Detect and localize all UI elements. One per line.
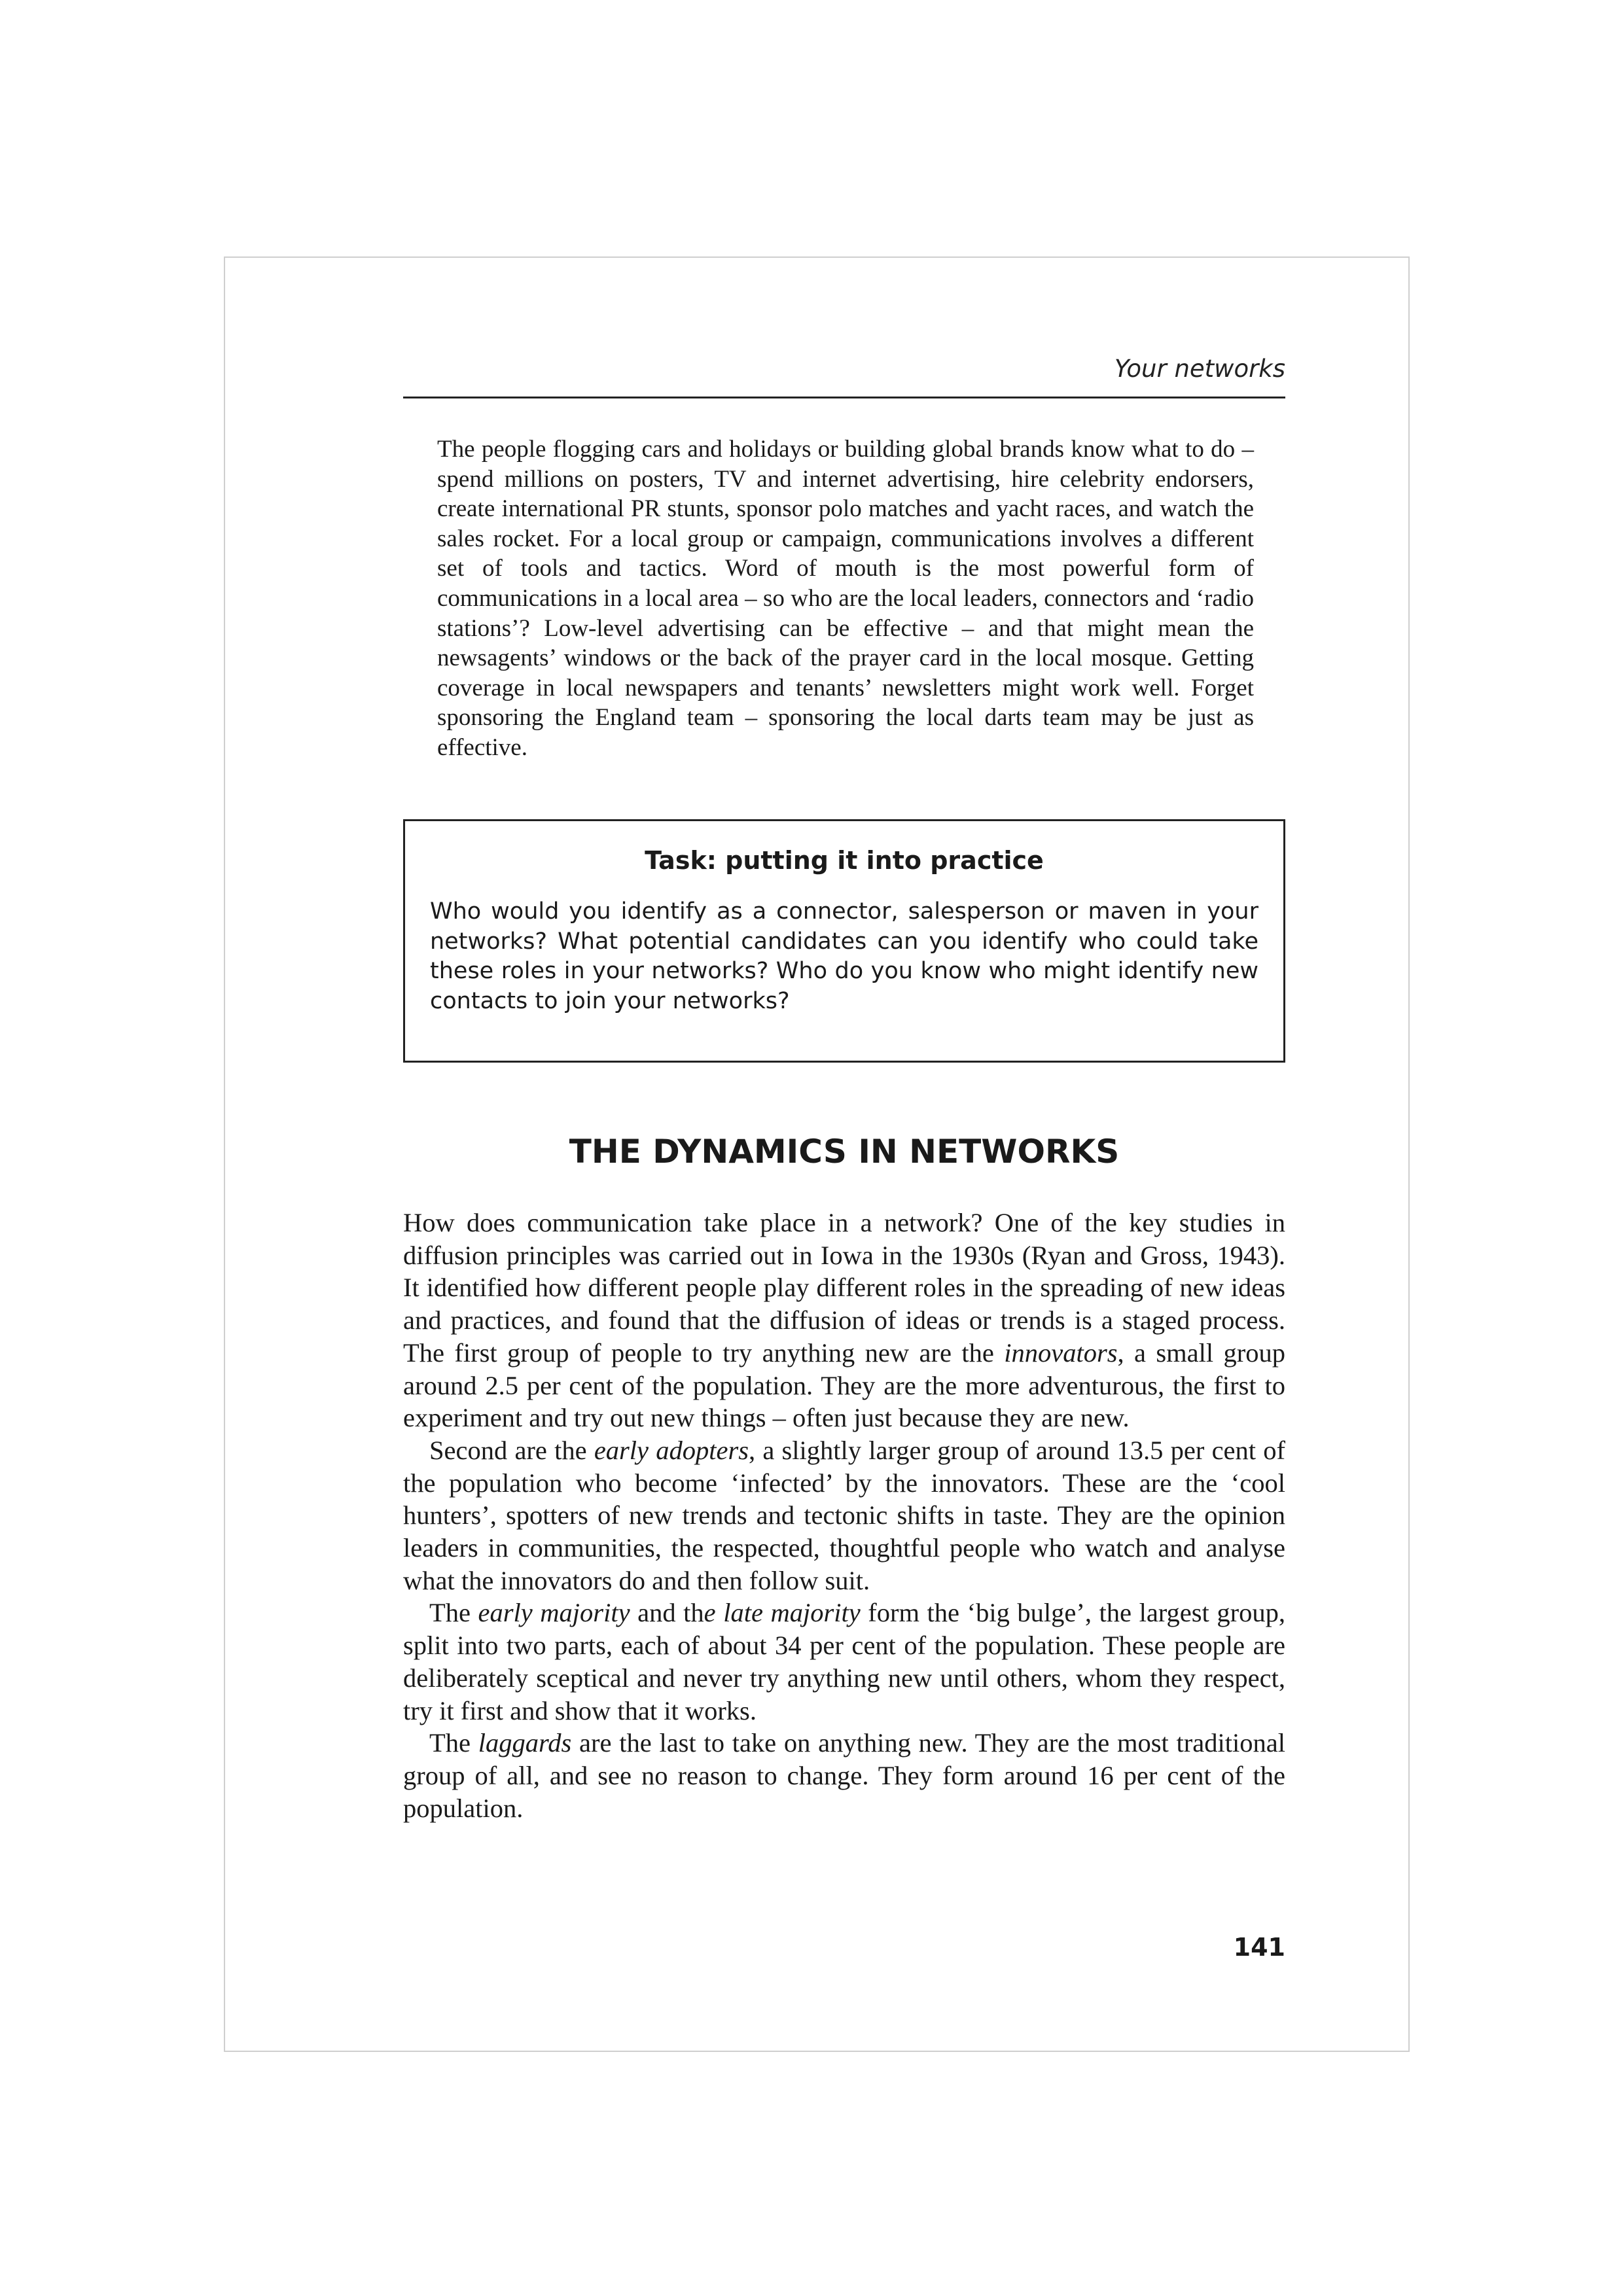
page-number: 141: [1233, 1933, 1285, 1962]
body-paragraph-2-text-b: , a slightly larger group of around 13.5 per cent of the population who become ‘infected’ by the innovators. These are the ‘cool hunters’, spotters of new trends and tectonic shifts in taste. They are the opinion leaders in communities, the respected, thoughtful people who watch and analyse what the innovators do and then follow suit.: [403, 1435, 1285, 1595]
body-paragraph-4-text-a: The: [429, 1728, 478, 1758]
body-paragraph-1: [403, 1207, 1285, 1434]
body-paragraph-3-text-a: The: [429, 1598, 478, 1628]
body-paragraph-1-text-b: , a small group around 2.5 per cent of the population. They are the more adventurous, the first to experiment and try out new things – often just because they are new.: [403, 1337, 1285, 1433]
task-body: Who would you identify as a connector, salesperson or maven in your networks? What potential candidates can you identify who could take these roles in your networks? Who do you know who might identify new contacts to join your networks?: [430, 898, 1258, 1014]
task-title: Task: putting it into practice: [645, 846, 1044, 875]
extract-paragraph: The people flogging cars and holidays or building global brands know what to do – spend millions on posters, TV and internet advertising, hire celebrity endorsers, create international PR stunts, sponsor polo matches and yacht races, and watch the sales rocket. For a local group or campaign, communications involves a different set of tools and tactics. Word of mouth is the most powerful form of communications in a local area – so who are the local leaders, connectors and ‘radio stations’? Low-level advertising can be effective – and that might mean the newsagents’ windows or the back of the prayer card in the local mosque. Getting coverage in local newspapers and tenants’ newsletters might work well. Forget sponsoring the England team – sponsoring the local darts team may be just as effective.: [437, 436, 1254, 761]
body-paragraph-4: [403, 1727, 1285, 1824]
term-early-majority: early majority: [478, 1598, 630, 1628]
body-paragraph-3-text-mid1: and th: [630, 1598, 704, 1628]
running-head: Your networks: [1114, 355, 1285, 383]
term-laggards: laggards: [478, 1728, 572, 1758]
section-heading: THE DYNAMICS IN NETWORKS: [569, 1133, 1120, 1171]
header-rule: [403, 397, 1285, 398]
body-paragraph-3-text-mid2: [716, 1598, 724, 1627]
body-paragraph-2: [403, 1434, 1285, 1597]
body-paragraph-3-text-b: form the ‘big bulge’, the largest group, split into two parts, each of about 34 per cent of the population. These people are deliberately sceptical and never try anything new until others, whom they respect, try it first and show that it works.: [403, 1598, 1285, 1725]
term-innovators: innovators: [1004, 1337, 1118, 1368]
body-text: [403, 1207, 1285, 1824]
body-paragraph-3: [403, 1597, 1285, 1727]
body-paragraph-4-text-b: are the last to take on anything new. They are the most traditional group of all, and see no reason to change. They form around 16 per cent of the population.: [403, 1728, 1286, 1823]
term-late-majority: late majority: [723, 1598, 861, 1628]
term-early-adopters: early adopters: [594, 1435, 749, 1465]
body-paragraph-1-text-a: How does communication take place in a network? One of the key studies in diffusion principles was carried out in Iowa in the 1930s (Ryan and Gross, 1943). It identified how different people play different roles in the spreading of new ideas and practices, and found that the diffusion of ideas or trends is a staged process. The first group of people to try anything new are the: [403, 1208, 1285, 1368]
body-paragraph-2-text-a: Second are the: [429, 1435, 594, 1465]
body-paragraph-3-italic-e: e: [704, 1598, 716, 1628]
task-box: [403, 819, 1285, 1063]
